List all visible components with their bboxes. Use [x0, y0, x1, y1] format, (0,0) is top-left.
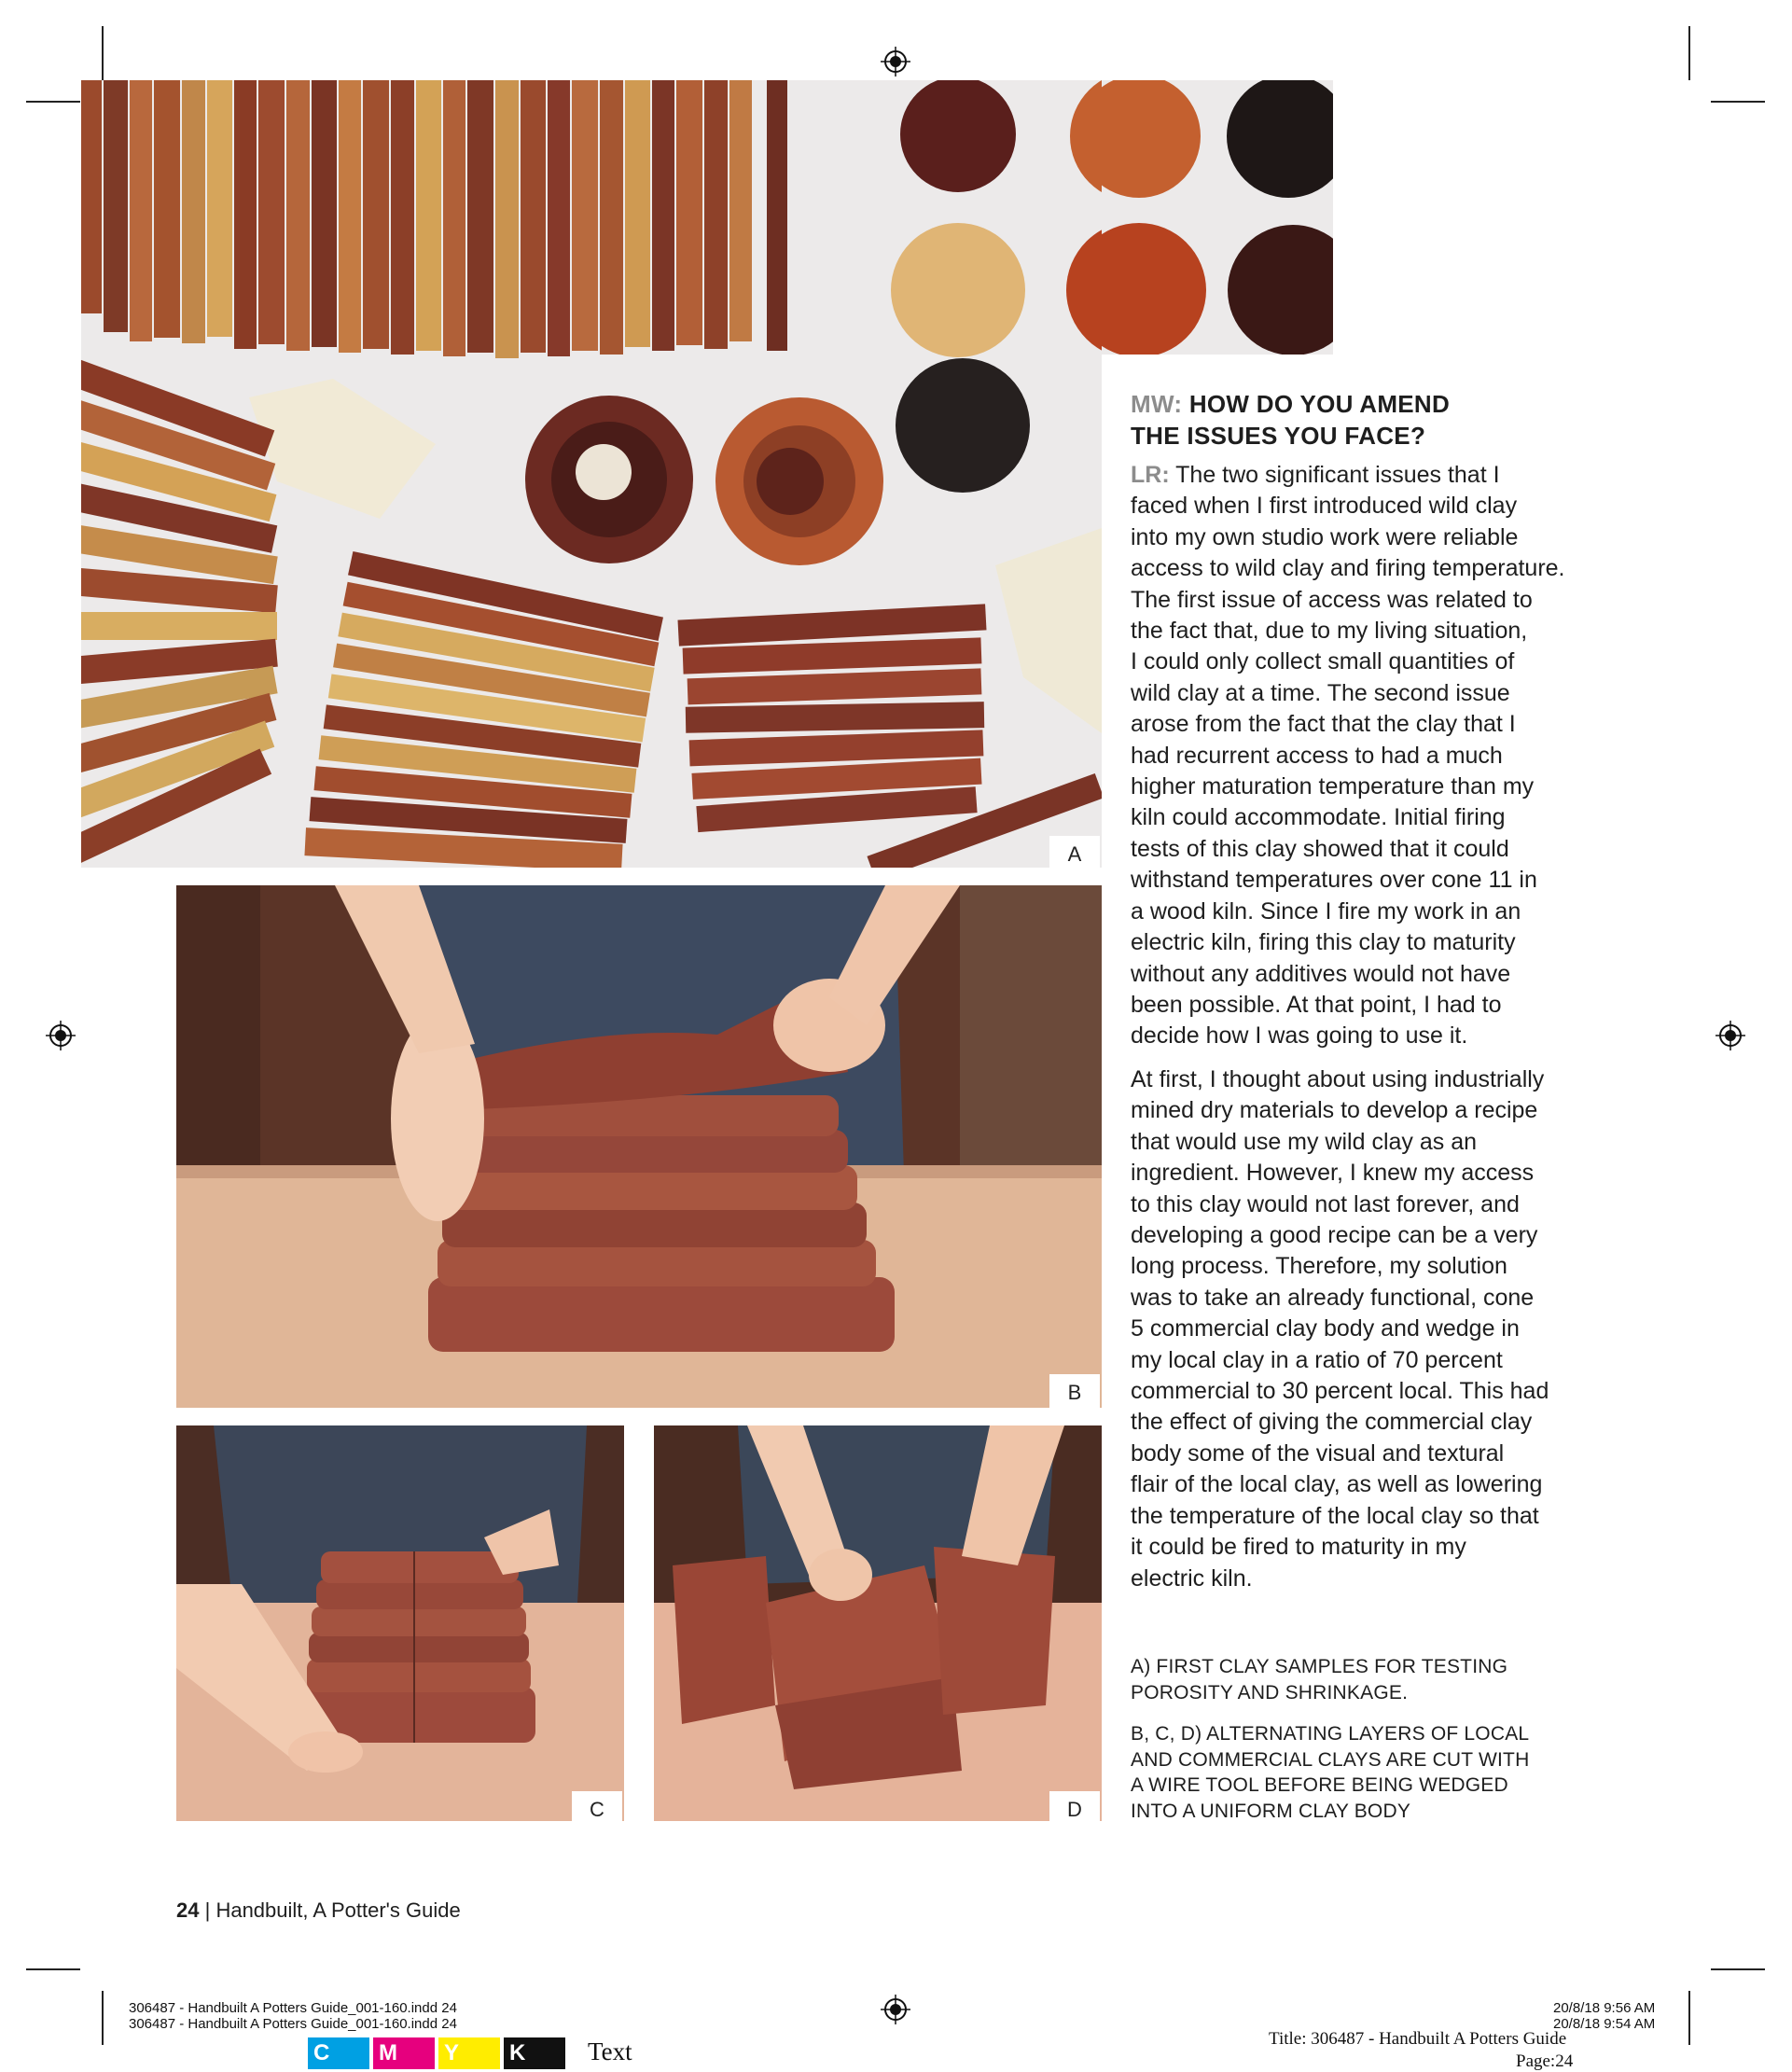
page-number: 24 [176, 1898, 200, 1922]
crop-mark [1711, 101, 1765, 103]
answer-line: faced when I first introduced wild clay [1131, 493, 1518, 520]
answer-line: electric kiln. [1131, 1564, 1253, 1592]
answer-line: the fact that, due to my living situation, [1131, 618, 1528, 645]
photo-d-cut-blocks [654, 1425, 1102, 1821]
swatch-magenta: M [373, 2037, 435, 2069]
page-folio [176, 1898, 461, 1923]
answer-speaker: LR: [1131, 462, 1170, 488]
crop-mark [102, 1991, 104, 2045]
caption-line: POROSITY AND SHRINKAGE. [1131, 1681, 1409, 1703]
slug-file-line: 306487 - Handbuilt A Potters Guide_001-160.indd 24 [129, 2000, 457, 2016]
answer-line: it could be fired to maturity in my [1131, 1534, 1466, 1561]
photo-a-clay-samples [81, 80, 1102, 868]
photo-c-label: C [572, 1791, 622, 1829]
slug-file-line: 306487 - Handbuilt A Potters Guide_001-160.indd 24 [129, 2016, 457, 2032]
slug-date-info [1553, 2000, 1655, 2032]
slug-page: Page:24 [1516, 2051, 1574, 2071]
answer-line: my local clay in a ratio of 70 percent [1131, 1346, 1503, 1373]
question-speaker: MW: [1131, 390, 1183, 418]
answer-paragraph-2 [1131, 1064, 1588, 1594]
slug-date-line: 20/8/18 9:56 AM [1553, 2000, 1656, 2016]
answer-line: The first issue of access was related to [1131, 586, 1533, 613]
folio-separator: | [204, 1898, 211, 1922]
slug-file-info [129, 2000, 457, 2032]
answer-line: been possible. At that point, I had to [1131, 991, 1502, 1018]
answer-line: electric kiln, firing this clay to maturity [1131, 929, 1516, 956]
answer-line: decide how I was going to use it. [1131, 1022, 1468, 1050]
registration-mark-icon [1716, 1021, 1745, 1050]
answer-line: body some of the visual and textural [1131, 1439, 1505, 1467]
caption-a [1131, 1654, 1588, 1705]
crop-mark [26, 1968, 80, 1970]
crop-mark [26, 101, 80, 103]
registration-mark-icon [881, 47, 910, 76]
answer-line: I could only collect small quantities of [1131, 648, 1515, 675]
caption-line: A) FIRST CLAY SAMPLES FOR TESTING [1131, 1656, 1508, 1677]
crop-mark [1711, 1968, 1765, 1970]
crop-mark [1688, 1991, 1690, 2045]
crop-mark [102, 26, 104, 80]
answer-line: At first, I thought about using industrially [1131, 1066, 1545, 1092]
caption-line: A WIRE TOOL BEFORE BEING WEDGED [1131, 1774, 1508, 1796]
answer-line: a wood kiln. Since I fire my work in an [1131, 897, 1521, 925]
photo-a-tiles-extension [1102, 80, 1333, 355]
interview-question [1131, 388, 1588, 452]
crop-mark [1688, 26, 1690, 80]
swatch-black: K [504, 2037, 565, 2069]
answer-line: the effect of giving the commercial clay [1131, 1409, 1533, 1436]
question-line-1: HOW DO YOU AMEND [1188, 390, 1451, 418]
answer-line: withstand temperatures over cone 11 in [1131, 867, 1537, 894]
answer-line: ingredient. However, I knew my access [1131, 1160, 1535, 1187]
caption-line: INTO A UNIFORM CLAY BODY [1131, 1800, 1411, 1822]
question-line-2: THE ISSUES YOU FACE? [1131, 422, 1426, 450]
slug-date-line: 20/8/18 9:54 AM [1553, 2016, 1656, 2032]
registration-mark-icon [46, 1021, 76, 1050]
answer-line: flair of the local clay, as well as lowering [1131, 1471, 1543, 1498]
answer-line: was to take an already functional, cone [1131, 1284, 1535, 1311]
answer-line: tests of this clay showed that it could [1131, 835, 1509, 862]
answer-line: without any additives would not have [1131, 960, 1511, 987]
slug-text-label: Text [588, 2037, 632, 2065]
photo-c-wire-cut [176, 1425, 624, 1821]
answer-line: had recurrent access to had a much [1131, 742, 1503, 769]
answer-line: the temperature of the local clay so that [1131, 1502, 1539, 1529]
caption-line: AND COMMERCIAL CLAYS ARE CUT WITH [1131, 1748, 1530, 1771]
photo-b-stacking-slabs [176, 885, 1102, 1408]
answer-line: to this clay would not last forever, and [1131, 1190, 1520, 1217]
answer-paragraph-1 [1131, 460, 1588, 1052]
caption-bcd [1131, 1721, 1588, 1824]
registration-mark-icon [881, 1995, 910, 2024]
answer-line: that would use my wild clay as an [1131, 1128, 1478, 1155]
answer-line: kiln could accommodate. Initial firing [1131, 804, 1506, 831]
swatch-cyan: C [308, 2037, 369, 2069]
answer-line: arose from the fact that the clay that I [1131, 711, 1516, 738]
answer-line: higher maturation temperature than my [1131, 773, 1535, 800]
slug-title: Title: 306487 - Handbuilt A Potters Guide [1269, 2029, 1567, 2049]
book-title: Handbuilt, A Potter's Guide [215, 1898, 461, 1922]
answer-line: into my own studio work were reliable [1131, 523, 1519, 550]
answer-line: 5 commercial clay body and wedge in [1131, 1315, 1520, 1342]
photo-d-label: D [1049, 1791, 1100, 1829]
answer-line: developing a good recipe can be a very [1131, 1222, 1538, 1249]
photo-a-label: A [1049, 836, 1100, 873]
photo-b-label: B [1049, 1374, 1100, 1411]
answer-line: long process. Therefore, my solution [1131, 1253, 1507, 1280]
answer-line: LR: The two significant issues that I [1131, 462, 1500, 488]
question-heading [1131, 388, 1588, 420]
caption-line: B, C, D) ALTERNATING LAYERS OF LOCAL [1131, 1723, 1530, 1745]
answer-line: wild clay at a time. The second issue [1131, 679, 1510, 706]
photo-a-notch [1102, 355, 1111, 364]
answer-line: commercial to 30 percent local. This had [1131, 1378, 1549, 1405]
answer-line: access to wild clay and firing temperature. [1131, 555, 1565, 582]
answer-line: mined dry materials to develop a recipe [1131, 1097, 1538, 1124]
swatch-yellow: Y [438, 2037, 500, 2069]
